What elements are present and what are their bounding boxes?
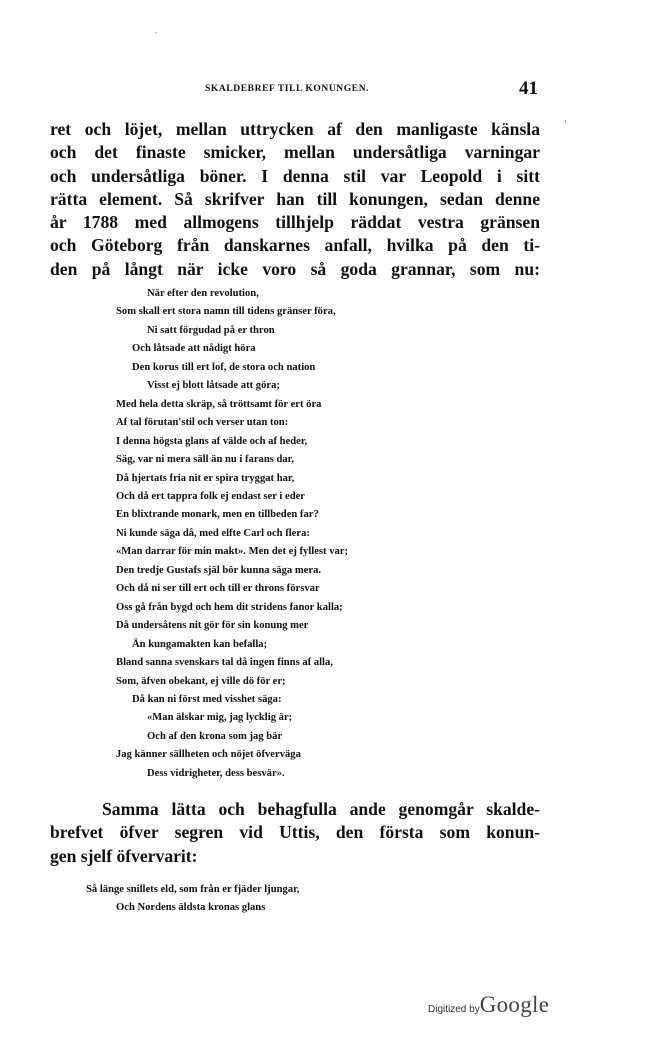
verse-line: Och af den krona som jag bär [147,730,283,742]
verse-line: Den tredje Gustafs själ bör kunna säga mera. [116,564,322,576]
text-line: år 1788 med allmogens tillhjelp räddat vestra gränsen [50,212,540,233]
verse-line: Än kungamakten kan befalla; [132,638,268,650]
text-line: ret och löjet, mellan uttrycken af den manligaste känsla [50,119,540,139]
verse-line: Dess vidrigheter, dess besvär». [147,767,285,779]
text-line: Samma lätta och behagfulla ande genomgår skalde- [102,799,540,819]
verse-line: En blixtrande monark, men en tillbeden far? [116,509,319,521]
text-line: den på långt när icke voro så goda grannar, som nu: [50,258,540,279]
verse-line: Och då ert tappra folk ej endast ser i eder [116,490,305,502]
verse-line: Och Nordens äldsta kronas glans [116,902,266,914]
verse-line: Och låtsade att nådigt höra [132,343,256,355]
watermark-prefix: Digitized by [428,1004,480,1015]
verse-line: Då hjertats fria nit er spira tryggat har, [116,472,295,484]
text-line: rätta element. Så skrifver han till konungen, sedan denne [50,188,540,209]
poem-excerpt-1 [0,285,648,783]
google-logo: Google [479,992,550,1017]
verse-line: Så länge snillets eld, som från er fjäder ljungar, [86,884,300,895]
verse-line: Ni kunde säga då, med elfte Carl och flera: [116,527,310,539]
verse-line: Som skall ert stora namn till tidens gränser föra, [116,306,336,318]
verse-line: Bland sanna svenskars tal då ingen finns af alla, [116,657,333,669]
verse-line: Som, äfven obekant, ej ville dö för er; [116,675,286,687]
verse-line: «Man älskar mig, jag lycklig är; [147,712,293,724]
verse-line: Den korus till ert lof, de stora och nation [132,361,316,373]
verse-line: Af tal förutan'stil och verser utan ton: [116,417,289,429]
margin-speck: ' [565,119,567,128]
page-header [50,78,540,102]
text-line: gen sjelf öfvervarit: [50,845,198,866]
verse-line: Oss gå från bygd och hem dit stridens fanor kalla; [116,601,343,613]
verse-line: Och då ni ser till ert och till er throns försvar [116,583,320,595]
verse-line: Då undersåtens nit gör för sin konung mer [116,620,309,632]
verse-line: Med hela detta skräp, så tröttsamt för ert öra [116,398,322,410]
text-line: och det finaste smicker, mellan undersåtliga varningar [50,142,540,163]
verse-line: «Man darrar för min makt». Men det ej fyllest var; [116,546,349,558]
verse-line: I denna högsta glans af välde och af heder, [116,435,308,447]
verse-line: När efter den revolution, [147,288,259,299]
text-line: och Göteborg från danskarnes anfall, hvilka på den ti- [50,235,540,256]
text-line: och undersåtliga böner. I denna stil var Leopold i sitt [50,165,540,186]
digitization-watermark [428,992,549,1018]
verse-line: Visst ej blott låtsade att göra; [147,380,280,392]
prose-paragraph-2 [50,798,540,868]
page-number: 41 [519,78,538,99]
print-speck: - [155,28,158,37]
verse-line: Ni satt förgudad på er thron [147,324,275,336]
verse-line: Säg, var ni mera säll än nu i farans dar, [116,454,295,466]
verse-line: Jag känner sällheten och nöjet öfverväga [116,749,301,761]
prose-paragraph-1 [50,118,540,281]
running-title: SKALDEBREF TILL KONUNGEN. [205,84,370,94]
text-line: brefvet öfver segren vid Uttis, den första som konun- [50,822,540,843]
poem-excerpt-2 [0,881,648,918]
verse-line: Då kan ni först med visshet säga: [132,693,282,705]
